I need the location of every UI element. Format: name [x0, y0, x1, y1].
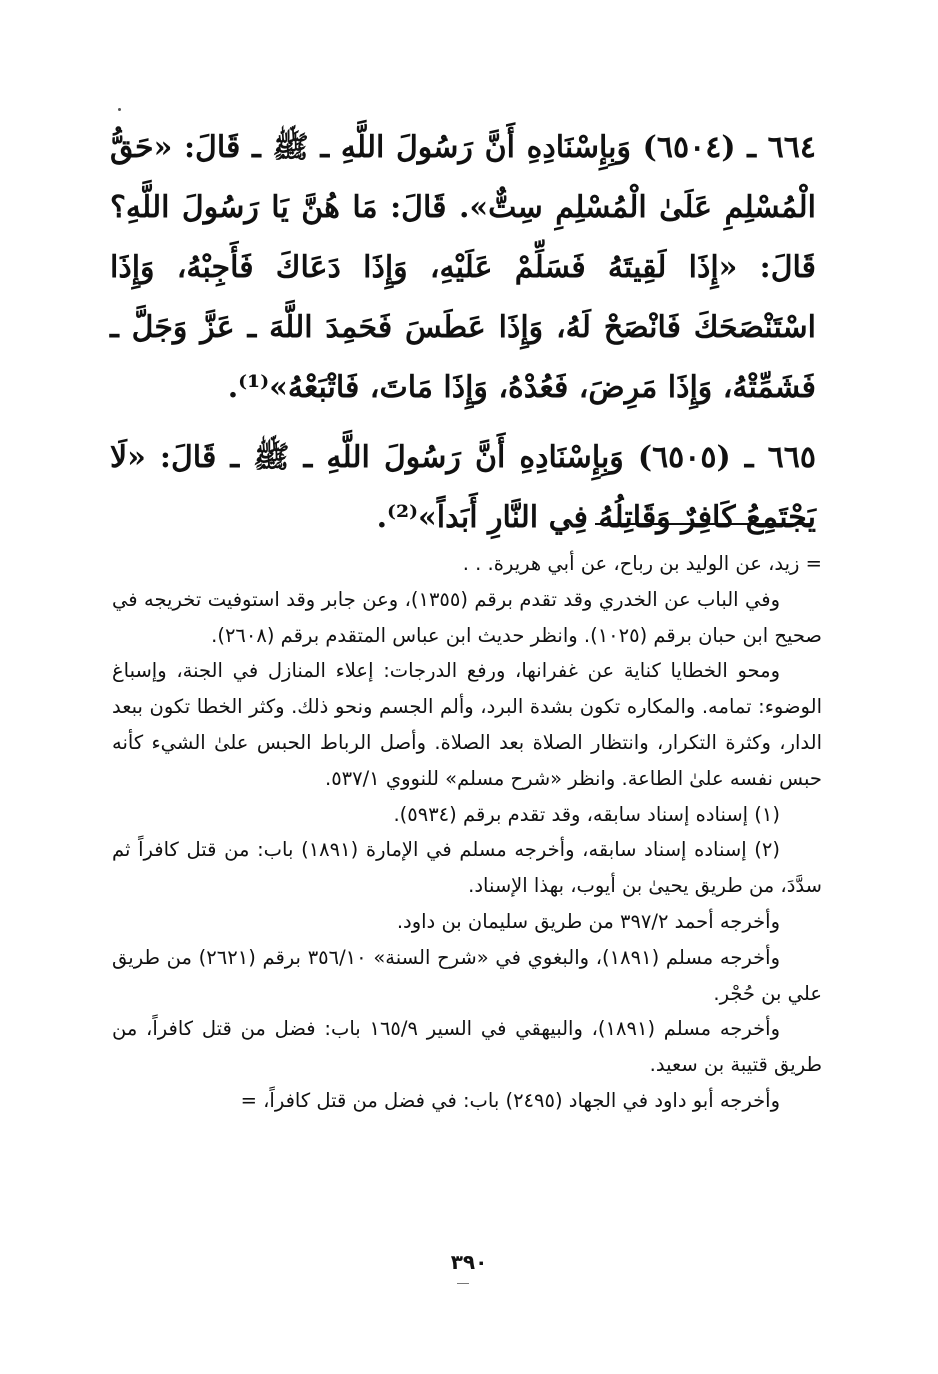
hadith-text: ٦٦٤ ـ (٦٥٠٤) وَبِإِسْنَادِهِ أَنَّ رَسُولَ اللَّهِ ـ ﷺ ـ قَالَ: «حَقُّ الْمُسْلِمِ عَلَىٰ الْمُسْلِمِ سِتٌّ». قَالَ: مَا هُنَّ يَا رَسُولَ اللَّهِ؟ قَالَ: «إِذَا لَقِيتَهُ فَسَلِّمْ عَلَيْهِ، وَإِذَا دَعَاكَ فَأَجِبْهُ، وَإِذَا اسْتَنْصَحَكَ فَانْصَحْ لَهُ، وَإِذَا عَطَسَ فَحَمِدَ اللَّهَ ـ عَزَّ وَجَلَّ ـ فَشَمِّتْهُ، وَإِذَا مَرِضَ، فَعُدْهُ، وَإِذَا مَاتَ، فَاتْبَعْهُ»⁽¹⁾. — [110, 130, 816, 405]
hadith-665 — [110, 428, 816, 548]
footnote-continuation: = زيد، عن الوليد بن رباح، عن أبي هريرة. . . — [462, 552, 822, 575]
page-number: ٣٩٠ — [450, 1250, 488, 1274]
footnotes-section — [112, 546, 822, 1119]
footnote-1: (١) إسناده إسناد سابقه، وقد تقدم برقم (٥٩٣٤). — [393, 802, 780, 826]
footnote-2: (٢) إسناده إسناد سابقه، وأخرجه مسلم في الإمارة (١٨٩١) باب: من قتل كافراً ثم سدَّدَ، من طريق يحيىٰ بن أيوب، بهذا الإسناد. — [112, 838, 822, 898]
footnote-paragraph: وفي الباب عن الخدري وقد تقدم برقم (١٣٥٥)، وعن جابر وقد استوفيت تخريجه في صحيح ابن حبان برقم (١٠٢٥). وانظر حديث ابن عباس المتقدم برقم (٢٦٠٨). — [112, 587, 822, 647]
footnote-separator — [595, 523, 811, 525]
scan-speck — [118, 108, 121, 111]
footnote-paragraph: وأخرجه أبو داود في الجهاد (٢٤٩٥) باب: في فضل من قتل كافراً، = — [240, 1088, 780, 1112]
footnote-paragraph: وأخرجه مسلم (١٨٩١)، والبغوي في «شرح السنة» ٣٥٦/١٠ برقم (٢٦٢١) من طريق علي بن حُجْر. — [112, 945, 822, 1005]
footnote-paragraph: وأخرجه مسلم (١٨٩١)، والبيهقي في السير ١٦٥/٩ باب: فضل من قتل كافراً، من طريق قتيبة بن سعيد. — [112, 1017, 822, 1077]
hadith-664 — [110, 118, 816, 418]
footnote-paragraph: وأخرجه أحمد ٣٩٧/٢ من طريق سليمان بن داود. — [396, 909, 780, 933]
page-mark — [457, 1283, 469, 1284]
hadith-text: ٦٦٥ ـ (٦٥٠٥) وَبِإِسْنَادِهِ أَنَّ رَسُولَ اللَّهِ ـ ﷺ ـ قَالَ: «لَا يَجْتَمِعُ كَافِرٌ وَقَاتِلُهُ فِي النَّارِ أَبَداً»⁽²⁾. — [110, 440, 816, 535]
hadith-section — [110, 118, 816, 558]
footnote-paragraph: ومحو الخطايا كناية عن غفرانها، ورفع الدرجات: إعلاء المنازل في الجنة، وإسباغ الوضوء: تمامه. والمكاره تكون بشدة البرد، وألم الجسم ونحو ذلك. وكثر الخطا تكون ببعد الدار، وكثرة التكرار، وانتظار الصلاة بعد الصلاة. وأصل الرباط الحبس علىٰ الشيء كأنه حبس نفسه علىٰ الطاعة. وانظر «شرح مسلم» للنووي ٥٣٧/١. — [112, 659, 822, 790]
